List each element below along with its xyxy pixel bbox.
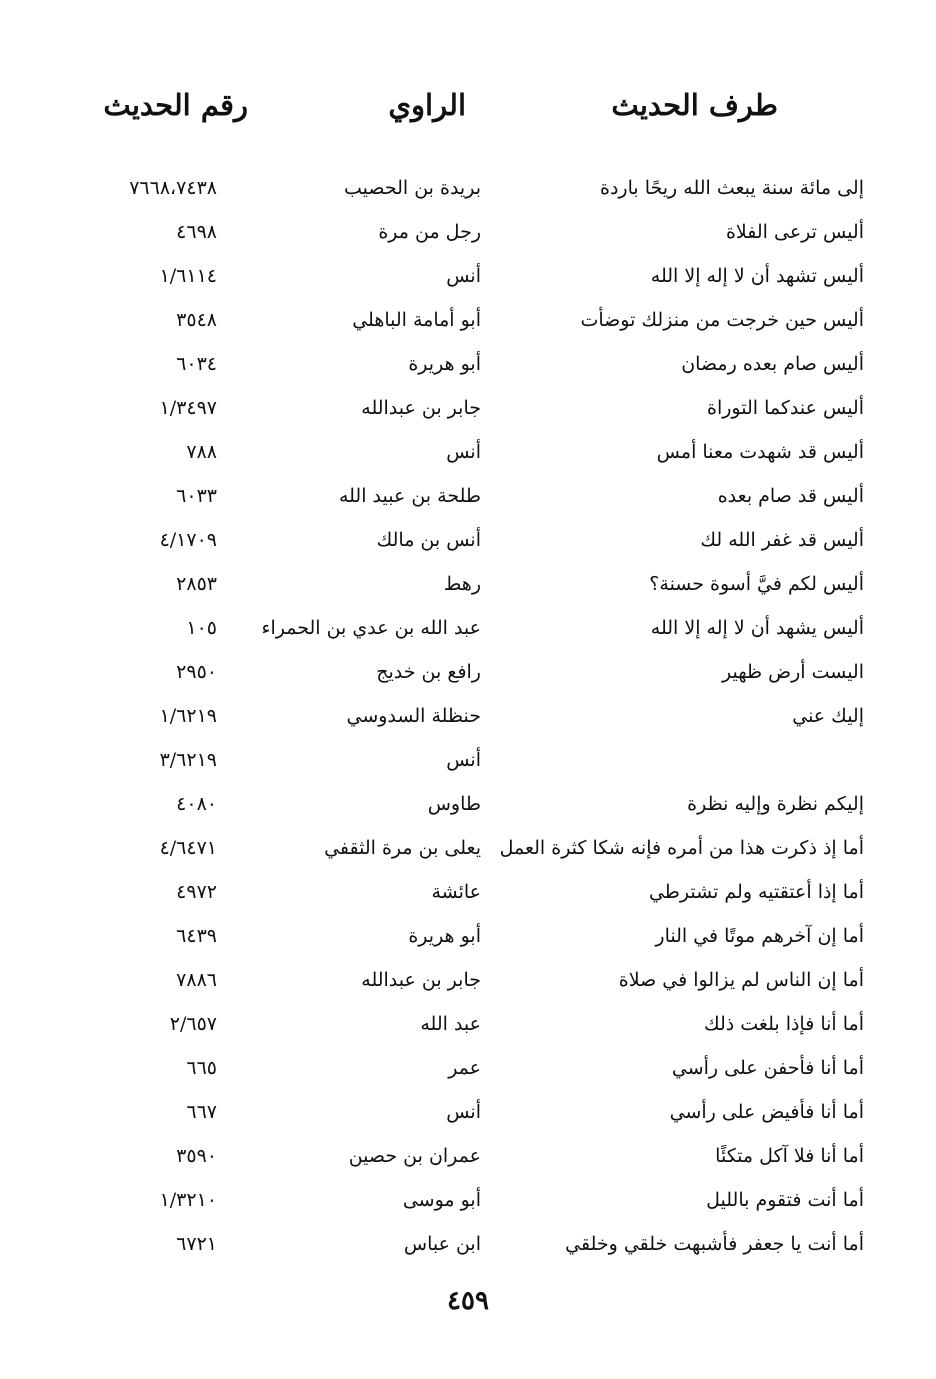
hadith-cell: أما إن آخرهم موتًا في النار xyxy=(655,925,864,947)
number-cell: ٢٨٥٣ xyxy=(176,573,217,595)
number-cell: ١/٣٢١٠ xyxy=(159,1189,217,1211)
narrator-cell: جابر بن عبدالله xyxy=(361,397,481,419)
header-number: رقم الحديث xyxy=(103,88,248,122)
header-narrator: الراوي xyxy=(388,88,466,122)
table-row xyxy=(0,1046,936,1090)
table-row xyxy=(0,826,936,870)
table-header xyxy=(0,88,936,138)
number-cell: ٦٧٢١ xyxy=(176,1233,217,1255)
number-cell: ٢٩٥٠ xyxy=(176,661,217,683)
narrator-cell: أنس xyxy=(446,265,481,287)
hadith-cell: أما إذا أعتقتيه ولم تشترطي xyxy=(648,881,864,903)
table-row xyxy=(0,606,936,650)
hadith-cell: أما أنا فأفيض على رأسي xyxy=(669,1101,864,1123)
number-cell: ٧٨٨٦ xyxy=(176,969,217,991)
narrator-cell: أنس xyxy=(446,1101,481,1123)
narrator-cell: طاوس xyxy=(427,793,481,815)
narrator-cell: ابن عباس xyxy=(403,1233,481,1255)
number-cell: ٣٥٤٨ xyxy=(176,309,217,331)
number-cell: ١/٦١١٤ xyxy=(159,265,217,287)
header-hadith: طرف الحديث xyxy=(611,88,778,122)
table-row xyxy=(0,694,936,738)
narrator-cell: طلحة بن عبيد الله xyxy=(338,485,481,507)
narrator-cell: رافع بن خديج xyxy=(376,661,481,683)
number-cell: ٤/٦٤٧١ xyxy=(159,837,217,859)
hadith-cell: أليس ترعى الفلاة xyxy=(725,221,864,243)
hadith-cell: أليس تشهد أن لا إله إلا الله xyxy=(650,265,864,287)
hadith-cell: أما أنا فلا آكل متكئًا xyxy=(715,1145,864,1167)
number-cell: ٧٦٦٨،٧٤٣٨ xyxy=(129,177,217,199)
narrator-cell: حنظلة السدوسي xyxy=(346,705,481,727)
narrator-cell: أبو هريرة xyxy=(408,353,481,375)
hadith-cell: أما أنت يا جعفر فأشبهت خلقي وخلقي xyxy=(565,1233,864,1255)
table-row xyxy=(0,650,936,694)
narrator-cell: أنس بن مالك xyxy=(376,529,481,551)
table-row xyxy=(0,298,936,342)
table-row xyxy=(0,254,936,298)
narrator-cell: أنس xyxy=(446,441,481,463)
narrator-cell: أنس xyxy=(446,749,481,771)
number-cell: ٤/١٧٠٩ xyxy=(159,529,217,551)
hadith-cell: أما أنا فإذا بلغت ذلك xyxy=(703,1013,864,1035)
number-cell: ٣/٦٢١٩ xyxy=(159,749,217,771)
hadith-cell: أليس قد غفر الله لك xyxy=(700,529,864,551)
narrator-cell: يعلى بن مرة الثقفي xyxy=(324,837,481,859)
narrator-cell: عائشة xyxy=(431,881,481,903)
table-row xyxy=(0,1090,936,1134)
hadith-cell: أليس لكم فيَّ أسوة حسنة؟ xyxy=(649,573,864,595)
table-row xyxy=(0,1134,936,1178)
hadith-cell: أما إذ ذكرت هذا من أمره فإنه شكا كثرة العمل xyxy=(499,837,864,859)
number-cell: ٦٤٣٩ xyxy=(176,925,217,947)
hadith-cell: أما أنت فتقوم بالليل xyxy=(706,1189,864,1211)
number-cell: ٦٦٧ xyxy=(186,1101,217,1123)
number-cell: ٣٥٩٠ xyxy=(176,1145,217,1167)
number-cell: ١/٣٤٩٧ xyxy=(159,397,217,419)
number-cell: ٦٠٣٣ xyxy=(176,485,217,507)
narrator-cell: عمران بن حصين xyxy=(348,1145,481,1167)
hadith-cell: اليست أرض ظهير xyxy=(721,661,864,683)
table-row xyxy=(0,738,936,782)
table-row xyxy=(0,518,936,562)
table-row xyxy=(0,782,936,826)
number-cell: ٧٨٨ xyxy=(186,441,217,463)
number-cell: ٦٠٣٤ xyxy=(176,353,217,375)
table-row xyxy=(0,1178,936,1222)
hadith-cell: أما أنا فأحفن على رأسي xyxy=(671,1057,864,1079)
number-cell: ٤٦٩٨ xyxy=(176,221,217,243)
hadith-cell: أليس حين خرجت من منزلك توضأت xyxy=(580,309,864,331)
narrator-cell: رجل من مرة xyxy=(378,221,481,243)
hadith-cell: أليس قد شهدت معنا أمس xyxy=(656,441,864,463)
table-row xyxy=(0,562,936,606)
table-row xyxy=(0,166,936,210)
table-row xyxy=(0,914,936,958)
hadith-cell: إليك عني xyxy=(792,705,864,727)
number-cell: ٦٦٥ xyxy=(186,1057,217,1079)
hadith-index-table xyxy=(0,166,936,1266)
narrator-cell: بريدة بن الحصيب xyxy=(343,177,481,199)
number-cell: ٢/٦٥٧ xyxy=(169,1013,217,1035)
number-cell: ٤٠٨٠ xyxy=(176,793,217,815)
table-row xyxy=(0,870,936,914)
table-row xyxy=(0,386,936,430)
hadith-cell: إليكم نظرة وإليه نظرة xyxy=(687,793,864,815)
narrator-cell: جابر بن عبدالله xyxy=(361,969,481,991)
narrator-cell: أبو موسى xyxy=(402,1189,481,1211)
page-number: ٤٥٩ xyxy=(447,1286,489,1316)
hadith-cell: أليس صام بعده رمضان xyxy=(681,353,864,375)
number-cell: ٤٩٧٢ xyxy=(176,881,217,903)
narrator-cell: رهط xyxy=(443,573,481,595)
number-cell: ١٠٥ xyxy=(186,617,217,639)
hadith-cell: أليس عندكما التوراة xyxy=(707,397,864,419)
hadith-cell: إلى مائة سنة يبعث الله ريحًا باردة xyxy=(600,177,864,199)
narrator-cell: عبد الله xyxy=(420,1013,481,1035)
hadith-cell: أليس يشهد أن لا إله إلا الله xyxy=(650,617,864,639)
narrator-cell: عبد الله بن عدي بن الحمراء xyxy=(261,617,481,639)
hadith-cell: أليس قد صام بعده xyxy=(717,485,864,507)
narrator-cell: أبو أمامة الباهلي xyxy=(352,309,481,331)
table-row xyxy=(0,210,936,254)
narrator-cell: أبو هريرة xyxy=(408,925,481,947)
table-row xyxy=(0,958,936,1002)
narrator-cell: عمر xyxy=(448,1057,481,1079)
number-cell: ١/٦٢١٩ xyxy=(159,705,217,727)
hadith-cell: أما إن الناس لم يزالوا في صلاة xyxy=(618,969,864,991)
table-row xyxy=(0,1222,936,1266)
table-row xyxy=(0,430,936,474)
table-row xyxy=(0,342,936,386)
table-row xyxy=(0,1002,936,1046)
table-row xyxy=(0,474,936,518)
